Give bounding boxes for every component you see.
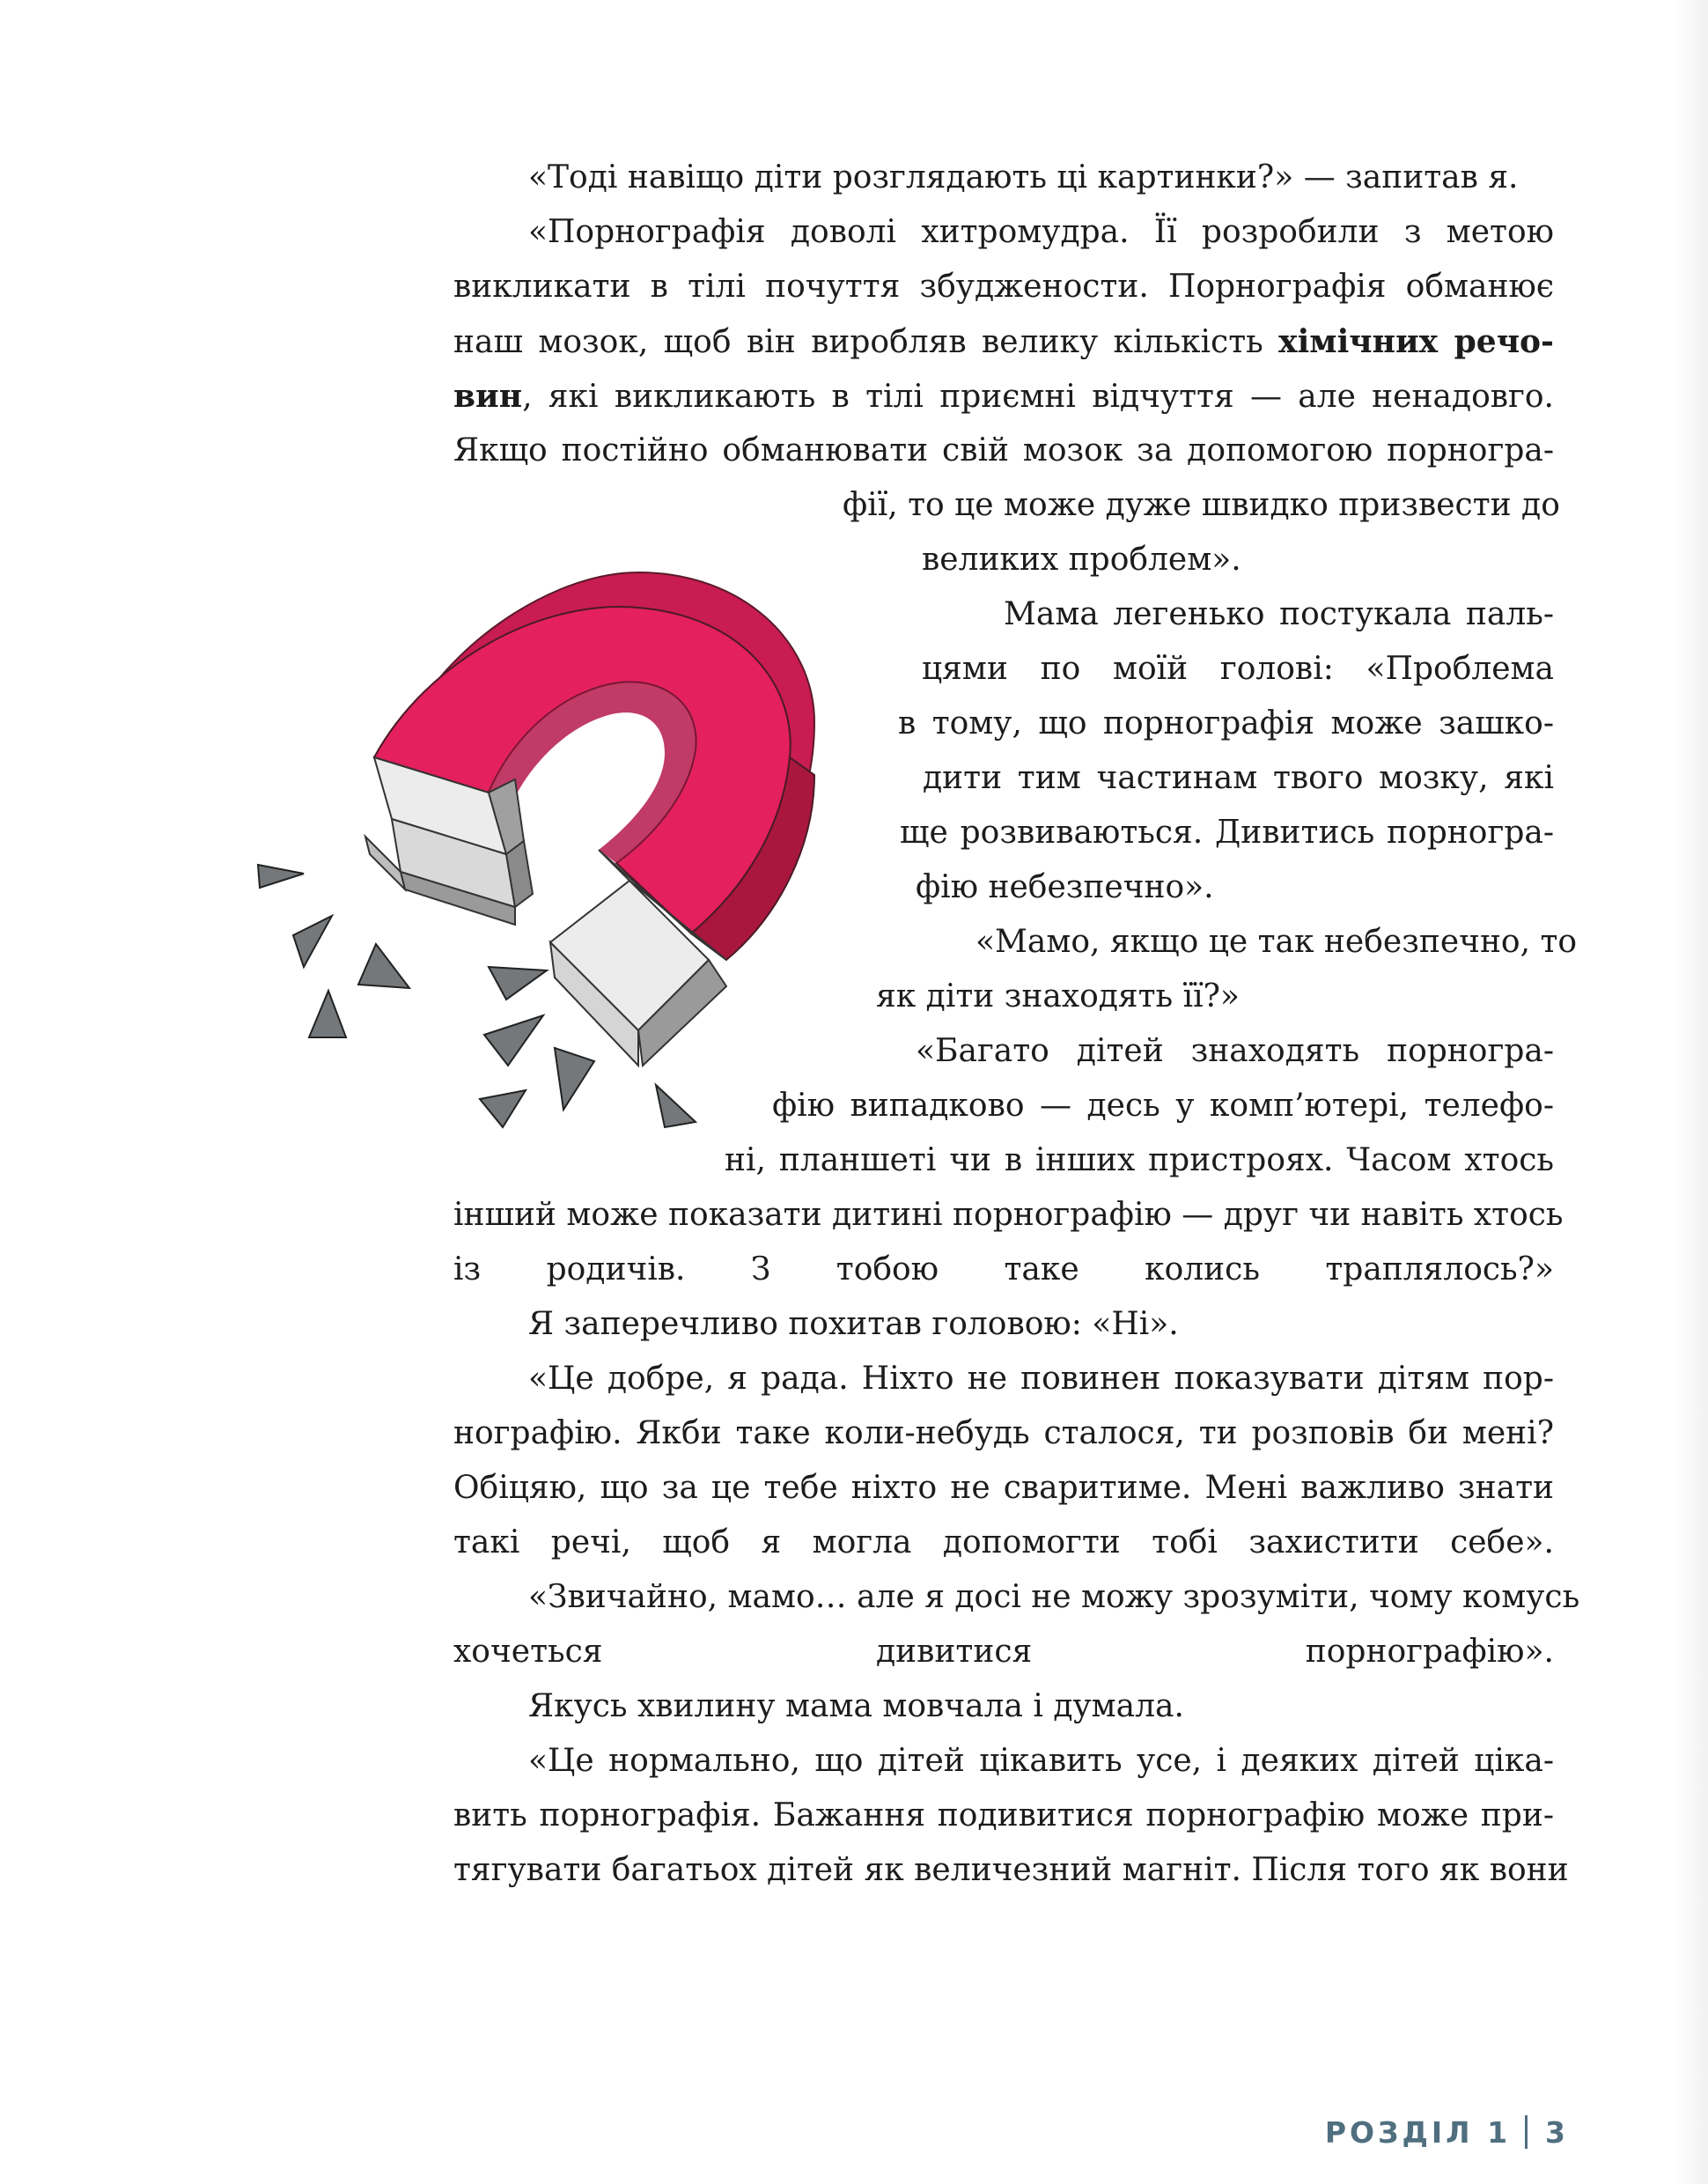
text-line: хочеться дивитися порнографію».	[453, 1634, 1554, 1670]
text-line: Якусь хвилину мама мовчала і думала.	[528, 1688, 1184, 1724]
text-line: інший може показати дитині порнографію — друг чи навіть хтось	[453, 1197, 1564, 1233]
text-line: ще розвиваються. Дивитись порногра-	[900, 815, 1554, 851]
text-line: як діти знаходять її?»	[876, 978, 1240, 1015]
magnet-illustration	[251, 537, 902, 1136]
chapter-label: РОЗДІЛ 1	[1324, 2115, 1512, 2150]
text-line: ні, планшеті чи в інших пристроях. Часом хтось	[725, 1142, 1554, 1178]
text-line: Обіцяю, що за це тебе ніхто не сваритиме. Мені важливо знати	[453, 1470, 1554, 1506]
text-line: нографію. Якби таке коли-небудь сталося, ти розповів би мені?	[453, 1415, 1554, 1451]
page-edge-shadow	[1673, 0, 1708, 2184]
text-line: дити тим частинам твого мозку, які	[923, 760, 1554, 796]
text-line: «Тоді навіщо діти розглядають ці картинки?» — запитав я.	[528, 159, 1519, 196]
text-line: вить порнографія. Бажання подивитися порнографію може при-	[453, 1797, 1554, 1834]
text-line: такі речі, щоб я могла допомогти тобі захистити себе».	[453, 1524, 1554, 1561]
text-line: наш мозок, щоб він виробляв велику кількість хімічних речо-	[453, 323, 1554, 360]
page-number: 3	[1545, 2115, 1569, 2150]
magnet-body-icon	[374, 572, 814, 960]
text-line: «Це нормально, що дітей цікавить усе, і деяких дітей ціка-	[528, 1743, 1554, 1779]
text-line: тягувати багатьох дітей як величезний магніт. Після того як вони	[453, 1852, 1569, 1888]
text-line: «Порнографія доволі хитромудра. Її розробили з метою	[528, 214, 1554, 250]
magnet-left-pole-icon	[365, 757, 533, 925]
text-line: «Мамо, якщо це так небезпечно, то	[975, 924, 1578, 960]
text-line: фії, то це може дуже швидко призвести до	[843, 487, 1560, 523]
text-line: великих проблем».	[922, 542, 1241, 578]
text-line: «Звичайно, мамо… але я досі не можу зрозуміти, чому комусь	[528, 1579, 1580, 1615]
text-line: викликати в тілі почуття збуджености. Порнографія обманює	[453, 269, 1554, 305]
text-line: Якщо постійно обманювати свій мозок за допомогою порногра-	[453, 432, 1554, 469]
page-footer	[1325, 2115, 1569, 2150]
text-line: Я заперечливо похитав головою: «Ні».	[528, 1306, 1179, 1342]
text-line: Мама легенько постукала паль-	[1004, 596, 1554, 632]
text-line: фію випадково — десь у комп’ютері, телефо-	[772, 1088, 1554, 1124]
text-line: фію небезпечно».	[916, 869, 1214, 905]
text-line: вин, які викликають в тілі приємні відчуття — але ненадовго.	[453, 378, 1554, 415]
text-line: в тому, що порнографія може зашко-	[898, 705, 1554, 742]
text-line: із родичів. З тобою таке колись траплялось?»	[453, 1251, 1554, 1288]
text-line: «Багато дітей знаходять порногра-	[916, 1033, 1554, 1069]
text-line: «Це добре, я рада. Ніхто не повинен показувати дітям пор-	[528, 1361, 1554, 1397]
text-line: цями по моїй голові: «Проблема	[922, 651, 1554, 687]
footer-divider	[1525, 2115, 1528, 2149]
